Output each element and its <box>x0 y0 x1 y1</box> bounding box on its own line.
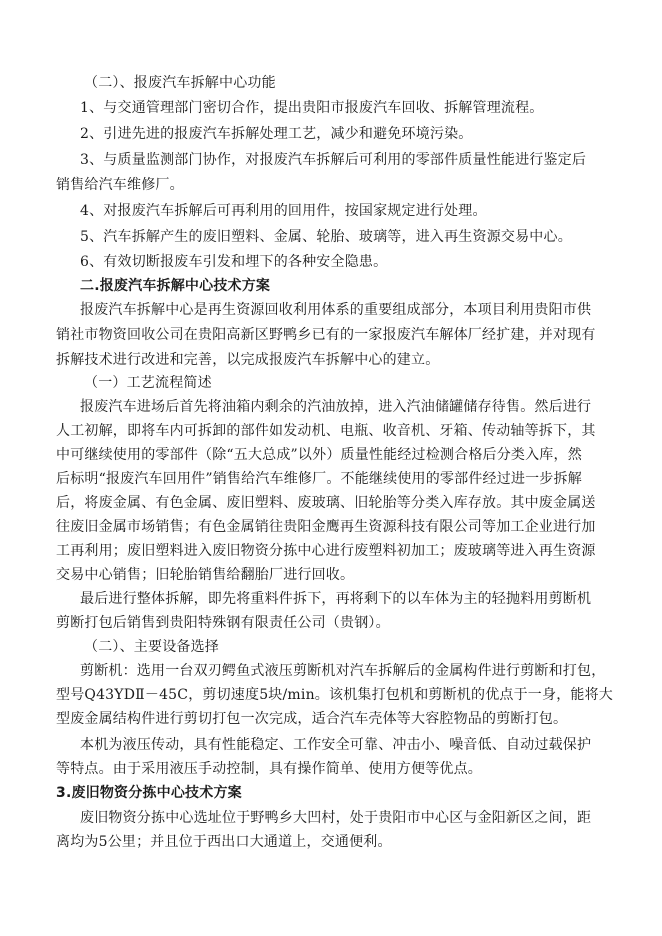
equipment-line: 型号Q43YDⅡ－45C，剪切速度5块/min。该机集打包机和剪断机的优点于一身，能将大 <box>56 687 613 703</box>
process-line: 后标明“报废汽车回用件”销售给汽车维修厂。不能继续使用的零部件经过进一步拆解 <box>56 471 582 487</box>
function-item-4: 4、对报废汽车拆解后可再利用的回用件，按国家规定进行处理。 <box>80 203 487 219</box>
process-line: 后，将废金属、有色金属、废旧塑料、废玻璃、旧轮胎等分类入库存放。其中废金属送 <box>56 495 596 511</box>
function-item-1: 1、与交通管理部门密切合作，提出贵阳市报废汽车回收、拆解管理流程。 <box>80 100 544 116</box>
sorting-line: 废旧物资分拣中心选址位于野鸭乡大凹村，处于贵阳市中心区与金阳新区之间，距 <box>80 810 592 826</box>
process-heading: （一）工艺流程简述 <box>84 375 212 391</box>
process-line: 往废旧金属市场销售；有色金属销往贵阳金鹰再生资源科技有限公司等加工企业进行加 <box>56 519 596 535</box>
tech-plan-intro-line: 销社市物资回收公司在贵阳高新区野鸭乡已有的一家报废汽车解体厂经扩建，并对现有 <box>56 327 596 343</box>
tech-plan-intro-line: 报废汽车拆解中心是再生资源回收利用体系的重要组成部分，本项目利用贵阳市供 <box>80 302 592 318</box>
equipment-line: 剪断机：选用一台双刃鳄鱼式液压剪断机对汽车拆解后的金属构件进行剪断和打包， <box>80 663 606 679</box>
function-item-6: 6、有效切断报废车引发和埋下的各种安全隐患。 <box>80 254 388 270</box>
function-item-2: 2、引进先进的报废汽车拆解处理工艺，减少和避免环境污染。 <box>80 126 473 142</box>
section-heading-tech-plan: 二.报废汽车拆解中心技术方案 <box>80 278 271 294</box>
equipment-feature-line: 等特点。由于采用液压手动控制，具有操作简单、使用方便等优点。 <box>56 761 482 777</box>
equipment-feature-line: 本机为液压传动，具有性能稳定、工作安全可靠、冲击小、噪音低、自动过载保护 <box>80 737 592 753</box>
equipment-line: 型废金属结构件进行剪切打包一次完成，适合汽车壳体等大容腔物品的剪断打包。 <box>56 711 568 727</box>
section-heading-sorting: 3.废旧物资分拣中心技术方案 <box>56 785 242 801</box>
process-line: 报废汽车进场后首先将油箱内剩余的汽油放掉，进入汽油储罐储存待售。然后进行 <box>80 399 592 415</box>
process-line: 工再利用；废旧塑料进入废旧物资分拣中心进行废塑料初加工；废玻璃等进入再生资源 <box>56 543 596 559</box>
process-line: 人工初解，即将车内可拆卸的部件如发动机、电瓶、收音机、牙箱、传动轴等拆下，其 <box>56 423 596 439</box>
equipment-heading: （二）、主要设备选择 <box>84 639 219 655</box>
process-line: 中可继续使用的零部件（除“五大总成”以外）质量性能经过检测合格后分类入库，然 <box>56 447 582 463</box>
sorting-line: 离均为5公里；并且位于西出口大通道上，交通便利。 <box>56 834 392 850</box>
section-heading-functions: （二）、报废汽车拆解中心功能 <box>84 75 276 91</box>
process-line: 交易中心销售；旧轮胎销售给翻胎厂进行回收。 <box>56 567 355 583</box>
function-item-3-continued: 销售给汽车维修厂。 <box>56 177 184 193</box>
process-final-line: 剪断打包后销售到贵阳特殊钢有限责任公司（贵钢）。 <box>56 615 390 631</box>
process-final-line: 最后进行整体拆解，即先将重料件拆下，再将剩下的以车体为主的轻抛料用剪断机 <box>80 591 592 607</box>
function-item-5: 5、汽车拆解产生的废旧塑料、金属、轮胎、玻璃等，进入再生资源交易中心。 <box>80 229 572 245</box>
tech-plan-intro-line: 拆解技术进行改进和完善，以完成报废汽车拆解中心的建立。 <box>56 352 440 368</box>
function-item-3: 3、与质量监测部门协作，对报废汽车拆解后可利用的零部件质量性能进行鉴定后 <box>80 152 587 168</box>
